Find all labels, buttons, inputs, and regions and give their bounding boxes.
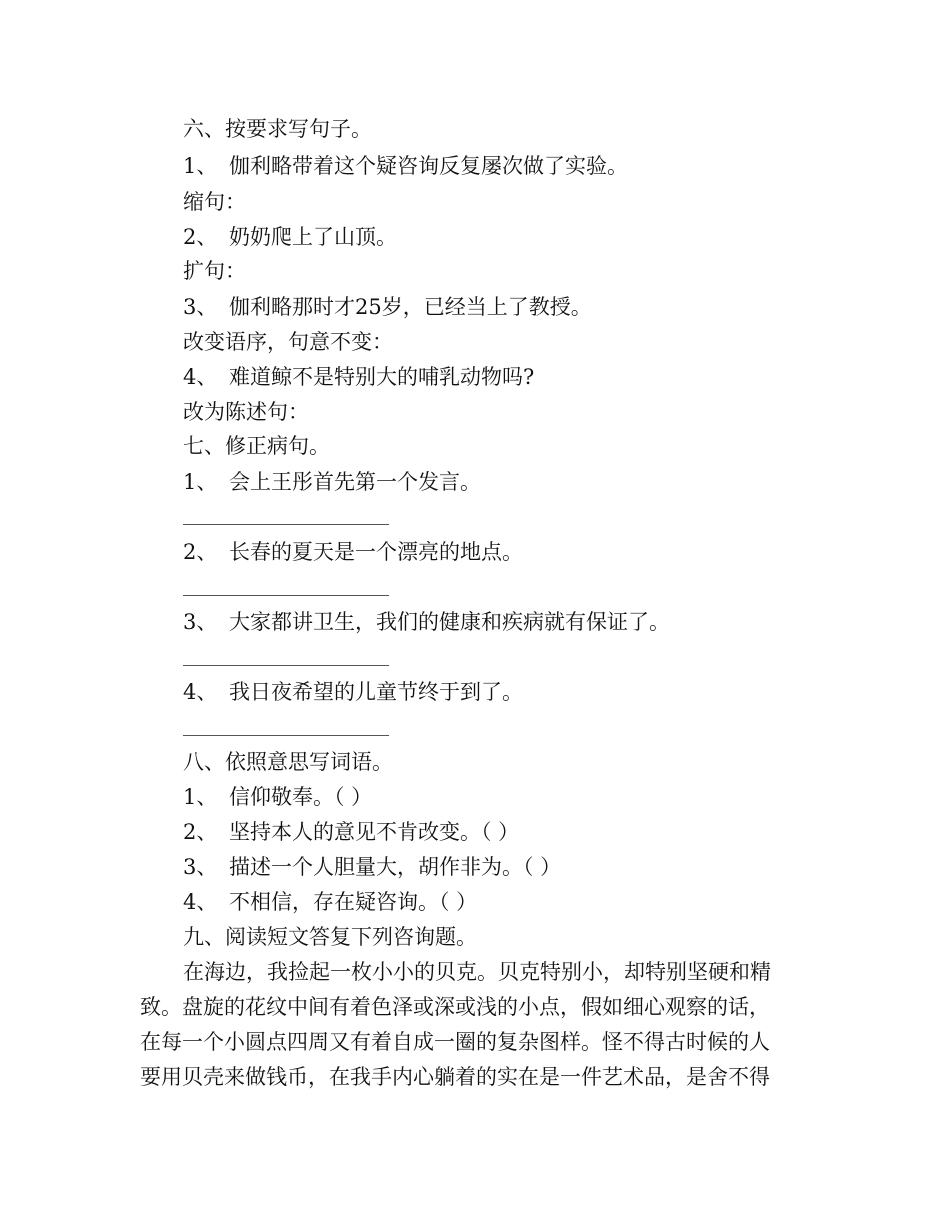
s6-label-declarative: 改为陈述句：	[183, 400, 309, 424]
item-number: 4、	[183, 680, 218, 704]
passage-line: 致。盘旋的花纹中间有着色泽或深或浅的小点，假如细心观察的话，	[140, 995, 770, 1019]
item-text: 长春的夏天是一个漂亮的地点。	[229, 540, 523, 564]
section-6-heading: 六、按要求写句子。	[183, 117, 372, 141]
item-number: 2、	[183, 820, 218, 844]
item-text: 不相信，存在疑咨询。（ ）	[229, 890, 478, 914]
s6-item-1	[183, 149, 628, 183]
item-text: 坚持本人的意见不肯改变。（ ）	[229, 820, 520, 844]
s6-item-4	[183, 360, 534, 394]
item-text: 信仰敬奉。（ ）	[229, 785, 373, 809]
item-number: 3、	[183, 855, 218, 879]
section-9-heading: 九、阅读短文答复下列咨询题。	[183, 925, 477, 949]
passage-line: 要用贝壳来做钱币，在我手内心躺着的实在是一件艺术品，是舍不得	[140, 1065, 770, 1089]
item-text: 伽利略带着这个疑咨询反复屡次做了实验。	[229, 154, 628, 178]
s6-item-3	[183, 290, 592, 324]
answer-line	[183, 735, 389, 736]
s6-item-2	[183, 220, 397, 254]
section-7-heading: 七、修正病句。	[183, 434, 330, 458]
s8-item-1	[183, 780, 372, 814]
item-number: 4、	[183, 365, 218, 389]
item-text: 大家都讲卫生，我们的健康和疾病就有保证了。	[229, 610, 670, 634]
section-8-heading: 八、依照意思写词语。	[183, 750, 393, 774]
answer-line	[183, 595, 389, 596]
s8-item-3	[183, 850, 561, 884]
item-number: 2、	[183, 540, 218, 564]
s8-item-4	[183, 885, 477, 919]
item-number: 1、	[183, 785, 218, 809]
item-text: 描述一个人胆量大，胡作非为。（ ）	[229, 855, 562, 879]
passage-line: 在每一个小圆点四周又有着自成一圈的复杂图样。怪不得古时候的人	[140, 1030, 770, 1054]
item-number: 4、	[183, 890, 218, 914]
item-number: 3、	[183, 295, 218, 319]
s6-label-shorten: 缩句：	[183, 190, 246, 214]
s6-label-reorder: 改变语序，句意不变：	[183, 330, 393, 354]
s6-label-expand: 扩句：	[183, 259, 246, 283]
passage-line: 在海边，我捡起一枚小小的贝克。贝克特别小，却特别坚硬和精	[183, 960, 771, 984]
item-number: 1、	[183, 154, 218, 178]
s7-item-1	[183, 465, 481, 499]
s8-item-2	[183, 815, 519, 849]
s7-item-4	[183, 675, 523, 709]
s7-item-3	[183, 605, 670, 639]
s7-item-2	[183, 535, 523, 569]
item-text: 会上王彤首先第一个发言。	[229, 470, 481, 494]
reading-passage	[140, 955, 820, 1095]
item-text: 伽利略那时才25岁，已经当上了教授。	[229, 295, 592, 319]
item-number: 2、	[183, 225, 218, 249]
item-number: 1、	[183, 470, 218, 494]
answer-line	[183, 524, 389, 525]
item-text: 难道鲸不是特别大的哺乳动物吗?	[229, 365, 535, 389]
item-text: 我日夜希望的儿童节终于到了。	[229, 680, 523, 704]
answer-line	[183, 665, 389, 666]
item-number: 3、	[183, 610, 218, 634]
item-text: 奶奶爬上了山顶。	[229, 225, 397, 249]
